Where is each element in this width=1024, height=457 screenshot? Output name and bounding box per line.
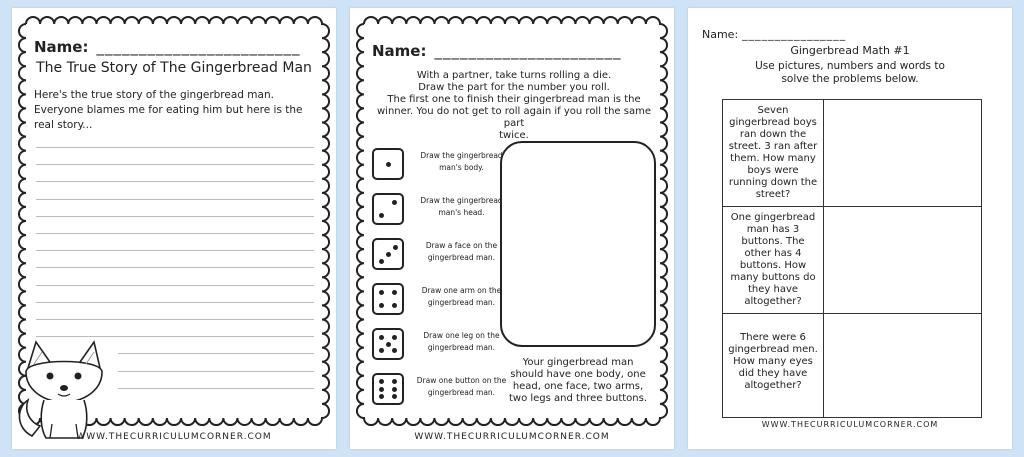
die-pip bbox=[386, 252, 391, 257]
summary-line: Your gingerbread man bbox=[522, 357, 634, 368]
name-line: ________________________ bbox=[96, 38, 301, 56]
name-line: ________________ bbox=[742, 28, 847, 41]
answer-cell[interactable] bbox=[824, 314, 982, 418]
worksheet-subtitle: Use pictures, numbers and words to bbox=[755, 60, 945, 72]
name-line: ______________________ bbox=[434, 42, 622, 60]
table-row bbox=[723, 314, 982, 418]
problem-text: One gingerbread man has 3 buttons. The other has 4 buttons. How many buttons do they have altogether? bbox=[723, 207, 824, 314]
problem-table bbox=[722, 99, 982, 418]
footer-url: WWW.THECURRICULUMCORNER.COM bbox=[76, 432, 272, 442]
die-pip bbox=[392, 290, 397, 295]
die-pip bbox=[379, 394, 384, 399]
die-pip bbox=[379, 387, 384, 392]
instruction-line: The first one to finish their gingerbread man is the bbox=[387, 94, 641, 105]
instruction-line: Draw the part for the number you roll. bbox=[418, 82, 610, 93]
die-instruction: Draw one button on the gingerbread man. bbox=[416, 376, 507, 397]
die-pip bbox=[392, 335, 397, 340]
name-label: Name: bbox=[372, 42, 427, 60]
fox-illustration bbox=[14, 338, 114, 443]
worksheet-title: Gingerbread Math #1 bbox=[790, 44, 910, 57]
die-face-icon bbox=[372, 328, 404, 360]
die-pip bbox=[392, 348, 397, 353]
name-field bbox=[372, 42, 621, 60]
writing-line bbox=[36, 250, 314, 251]
writing-line bbox=[36, 181, 314, 182]
die-instruction: Draw a face on the gingerbread man. bbox=[425, 241, 498, 262]
worksheet-dice-game bbox=[350, 8, 674, 449]
writing-line bbox=[36, 319, 314, 320]
die-pip bbox=[379, 290, 384, 295]
die-pip bbox=[393, 245, 398, 250]
summary-line: should have one body, one bbox=[510, 369, 646, 380]
die-instruction: Draw one arm on the gingerbread man. bbox=[421, 286, 502, 307]
die-pip bbox=[392, 394, 397, 399]
table-row bbox=[723, 207, 982, 314]
die-face-icon bbox=[372, 283, 404, 315]
footer-url: WWW.THECURRICULUMCORNER.COM bbox=[761, 420, 939, 429]
instruction-line: winner. You do not get to roll again if you roll the same part bbox=[376, 106, 651, 129]
die-face-icon bbox=[372, 373, 404, 405]
writing-line bbox=[36, 285, 314, 286]
die-instruction: Draw the gingerbread man's body. bbox=[420, 151, 503, 172]
die-pip bbox=[379, 213, 384, 218]
writing-line bbox=[36, 199, 314, 200]
die-face-icon bbox=[372, 148, 404, 180]
writing-line bbox=[36, 233, 314, 234]
die-pip bbox=[392, 379, 397, 384]
drawing-area bbox=[500, 141, 656, 347]
worksheet-true-story bbox=[12, 8, 336, 449]
die-pip bbox=[386, 342, 391, 347]
die-pip bbox=[392, 303, 397, 308]
die-pip bbox=[392, 387, 397, 392]
die-face-icon bbox=[372, 193, 404, 225]
die-pip bbox=[379, 303, 384, 308]
name-field bbox=[34, 38, 300, 56]
die-pip bbox=[392, 200, 397, 205]
die-face-icon bbox=[372, 238, 404, 270]
die-instruction: Draw the gingerbread man's head. bbox=[420, 196, 503, 217]
writing-line bbox=[118, 388, 314, 389]
die-pip bbox=[379, 259, 384, 264]
instruction-line: twice. bbox=[499, 130, 529, 141]
answer-cell[interactable] bbox=[824, 100, 982, 207]
table-row bbox=[723, 100, 982, 207]
writing-line bbox=[36, 267, 314, 268]
problem-text: Seven gingerbread boys ran down the street. 3 ran after them. How many boys were running down the street? bbox=[723, 100, 824, 207]
worksheet-title: The True Story of The Gingerbread Man bbox=[36, 60, 312, 76]
name-field bbox=[702, 28, 846, 41]
summary-text bbox=[500, 357, 656, 405]
name-label: Name: bbox=[34, 38, 89, 56]
summary-line: head, one face, two arms, bbox=[512, 381, 644, 392]
name-label: Name: bbox=[702, 28, 739, 41]
summary-line: two legs and three buttons. bbox=[508, 393, 648, 404]
writing-line bbox=[36, 302, 314, 303]
writing-line bbox=[118, 371, 314, 372]
die-instruction: Draw one leg on the gingerbread man. bbox=[423, 331, 500, 352]
problem-text: There were 6 gingerbread men. How many eyes did they have altogether? bbox=[723, 314, 824, 418]
footer-url: WWW.THECURRICULUMCORNER.COM bbox=[414, 432, 610, 442]
die-pip bbox=[386, 162, 391, 167]
worksheet-subtitle: solve the problems below. bbox=[781, 73, 919, 85]
die-pip bbox=[379, 379, 384, 384]
instruction-line: With a partner, take turns rolling a die. bbox=[416, 70, 612, 81]
instructions bbox=[372, 70, 656, 142]
writing-line bbox=[118, 353, 314, 354]
die-pip bbox=[379, 335, 384, 340]
die-pip bbox=[379, 348, 384, 353]
writing-line bbox=[36, 164, 314, 165]
writing-line bbox=[36, 147, 314, 148]
worksheet-gingerbread-math bbox=[688, 8, 1012, 449]
writing-line bbox=[36, 216, 314, 217]
answer-cell[interactable] bbox=[824, 207, 982, 314]
intro-text: Here's the true story of the gingerbread man. Everyone blames me for eating him but here is the real story... bbox=[34, 89, 303, 131]
